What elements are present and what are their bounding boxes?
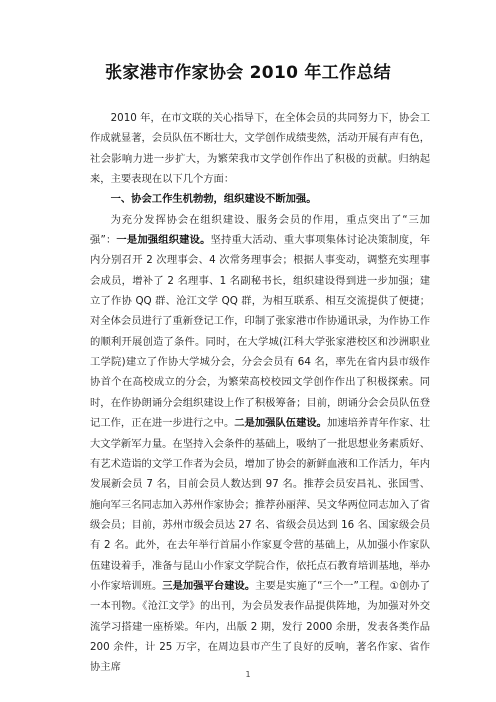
paragraph-text: 坚持重大活动、重大事项集体讨论决策制度，年内分别召开 2 次理事会、4 次常务理事会；根据人事变动，调整充实理事会成员，增补了 2 名理事、1 名副秘书长，组织建设得到进一步加强；建立了作协 QQ 群、沧江文学 QQ 群，为相互联系、相互交流提供了便捷；对全体会员进行了重新登记工作，印制了张家港市作协通讯录，为作协工作的顺利开展创造了条件。同时，在大学城(江科大学张家港校区和沙洲职业工学院)建立了作协大学城分会，分会会员有 64 名，率先在省内县市级作协首个在高校成立的分会，为繁荣高校校园文学创作作出了积极探索。同时，在作协朗诵分会组织建设上作了积极筹备；目前，朗诵分会会员队伍登记工作，正在进一步进行之中。 xyxy=(90,234,431,430)
paragraph-text: 加速培养青年作家、壮大文学新军力量。在坚持入会条件的基础上，吸纳了一批思想业务素质好、有艺术造诣的文学工作者为会员，增加了协会的新鲜血液和工作活力，年内发展新会员 7 名，目前会员人数达到 97 名。推荐会员安昌礼、张国雪、施向军三名同志加入苏州作家协会；推荐孙丽萍、吴文华两位同志加入了省级会员；目前，苏州市级会员达 27 名、省级会员达到 16 名、国家级会员有 2 名。此外，在去年举行首届小作家夏令营的基础上，从加强小作家队伍建设着手，准备与昆山小作家文学院合作，依托点石教育培训基地，举办小作家培训班。 xyxy=(90,417,431,592)
body-paragraph xyxy=(90,210,430,678)
section-heading: 一、协会工作生机勃勃，组织建设不断加强。 xyxy=(110,193,317,206)
bold-subheading: 二是加强队伍建设。 xyxy=(234,417,327,430)
document-body xyxy=(90,108,430,678)
document-title: 张家港市作家协会 2010 年工作总结 xyxy=(105,63,391,83)
page-number: 1 xyxy=(245,670,251,679)
paragraph-text: 主要是实施了“三个一”工程。①创办了一本刊物。《沧江文学》的出刊，为会员发表作品提供阵地，为加强对外交流学习搭建一座桥梁。年内，出版 2 期，发行 2000 余册，发表各类作品 200 余件，计 25 万字，在周边县市产生了良好的反响，著名作家、省作协主席 xyxy=(90,579,431,674)
bold-subheading: 三是加强平台建设。 xyxy=(162,579,256,592)
intro-paragraph: 2010 年，在市文联的关心指导下，在全体会员的共同努力下，协会工作成就显著，会员队伍不断壮大，文学创作成绩斐然，活动开展有声有色，社会影响力进一步扩大，为繁荣我市文学创作作出了积极的贡献。归纳起来，主要表现在以下几个方面： xyxy=(90,112,430,186)
bold-subheading: 一是加强组织建设。 xyxy=(116,234,211,247)
paragraph-text: 为充分发挥协会在组织建设、服务会员的作用，重点突出了“三加强”： xyxy=(90,213,430,247)
